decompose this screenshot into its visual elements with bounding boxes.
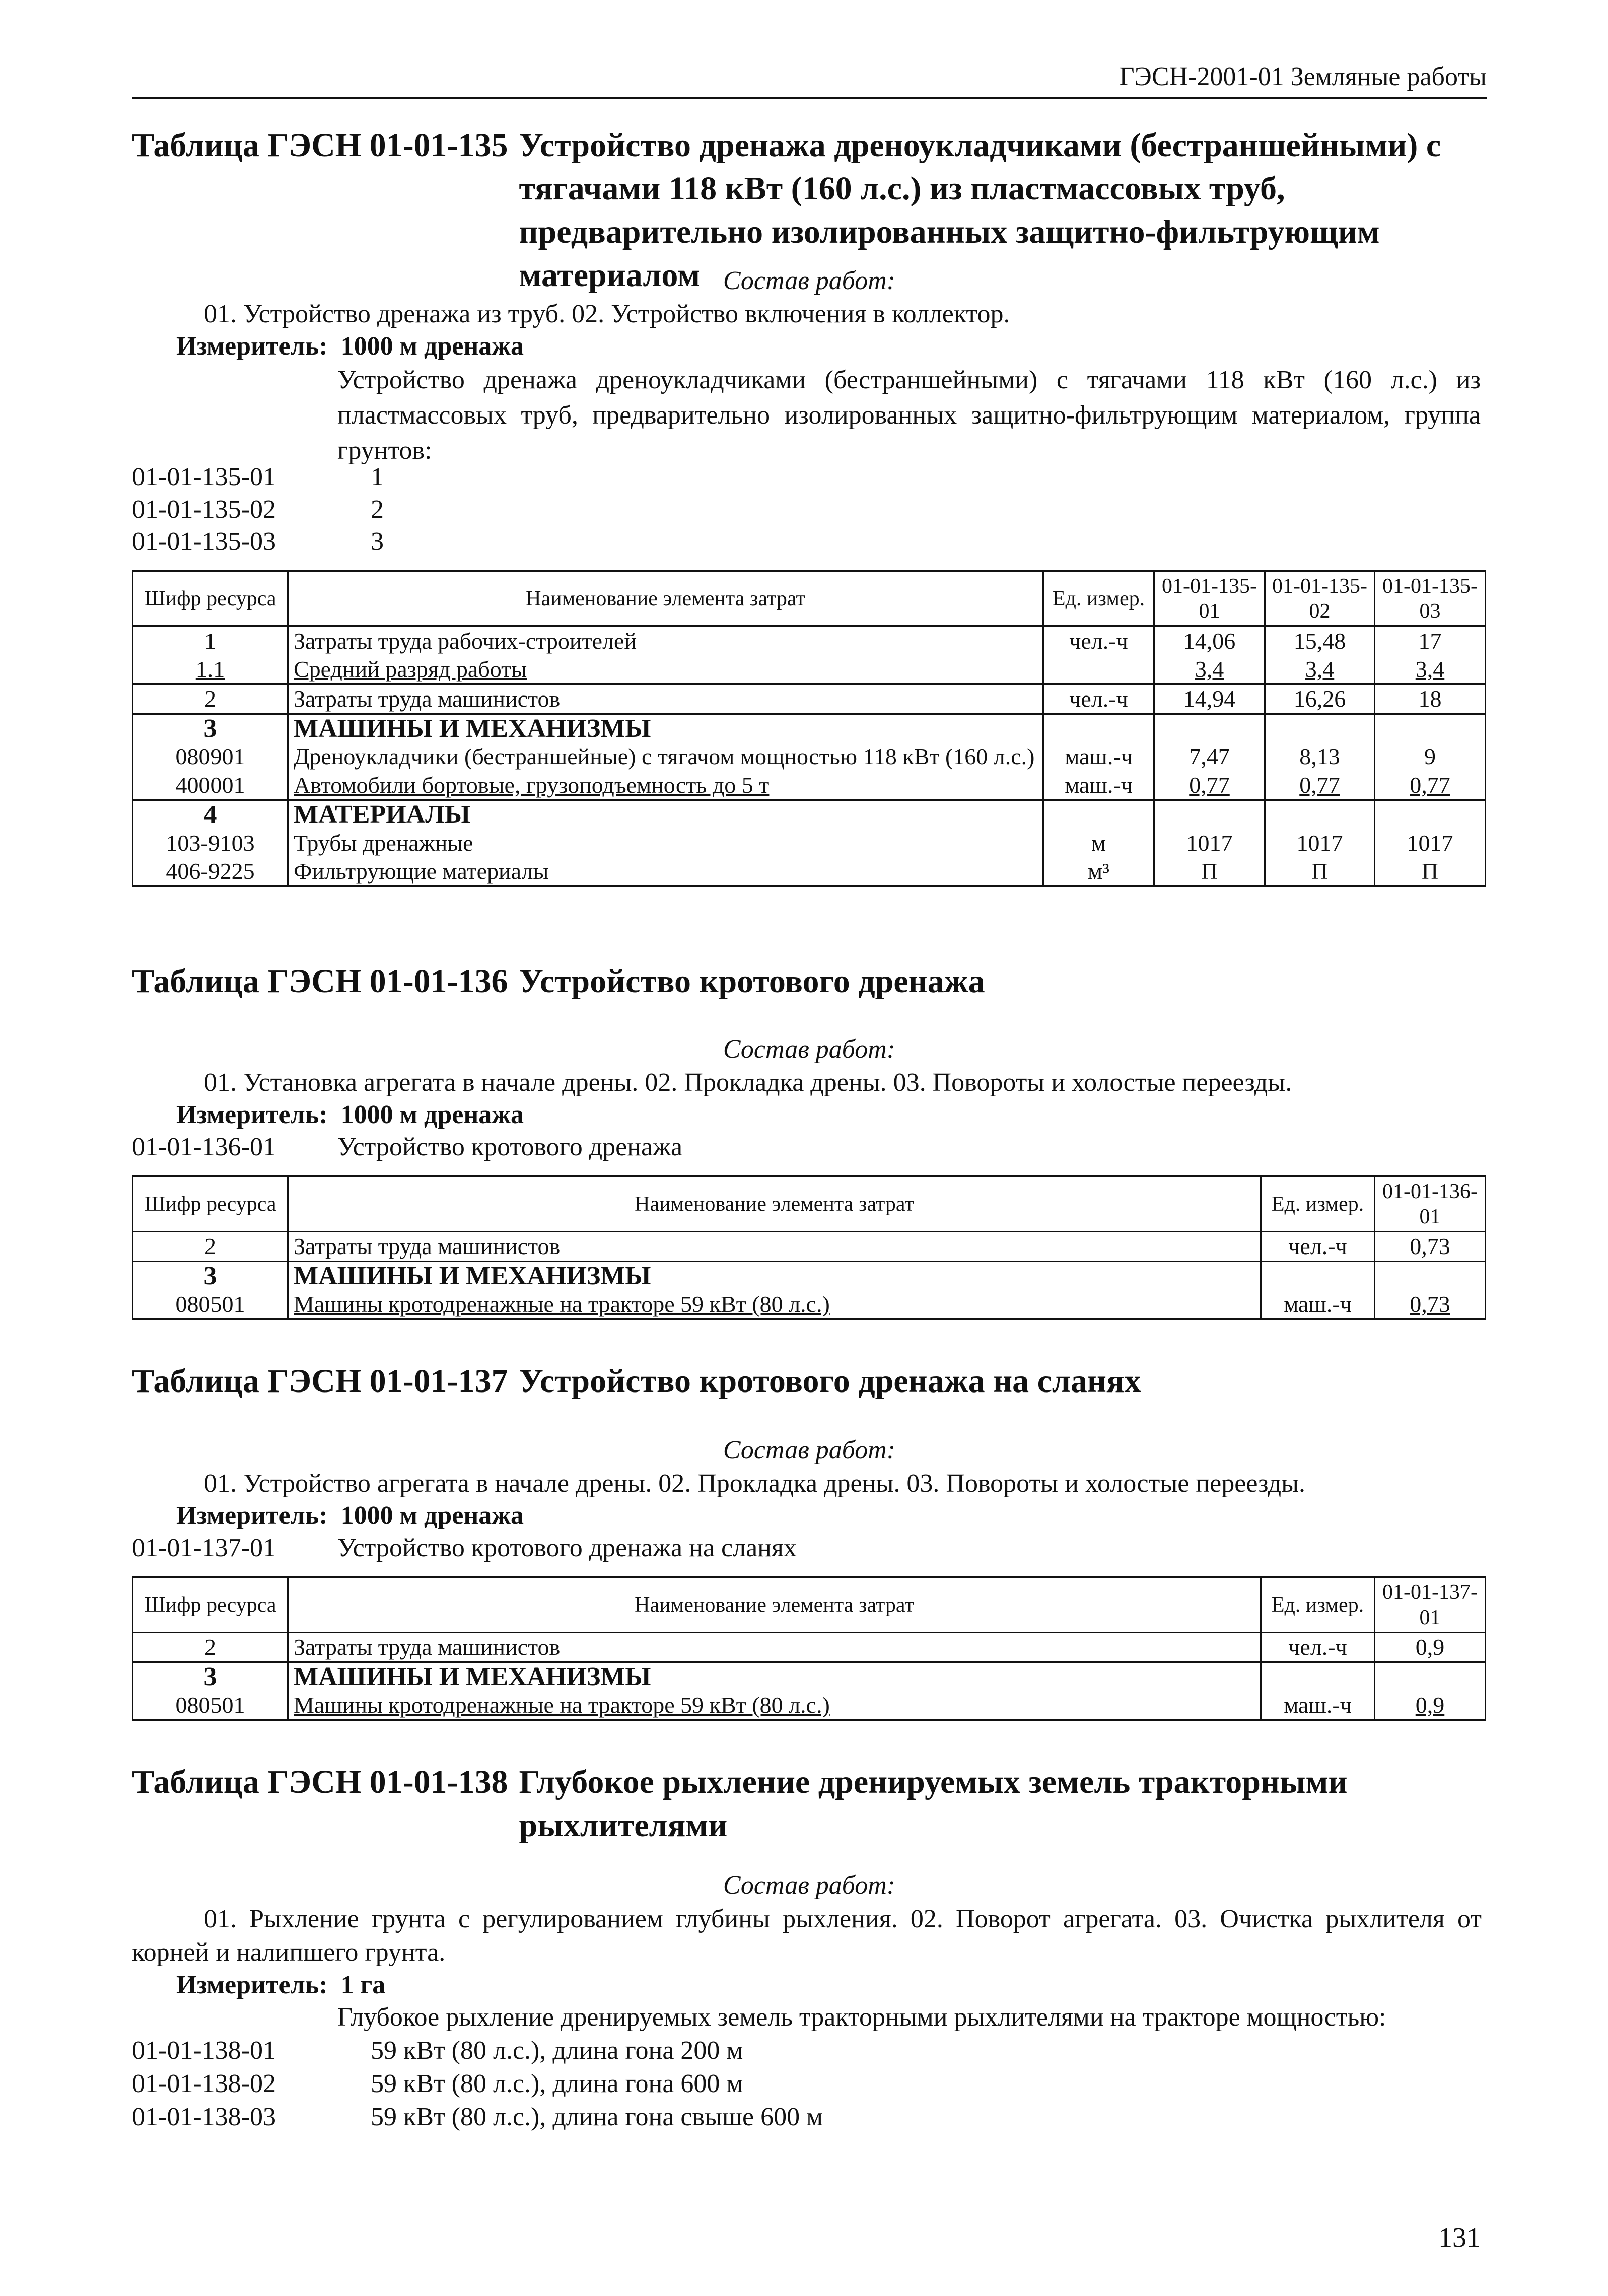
description-135: Устройство дренажа дреноукладчиками (бестраншейными) с тягачами 118 кВт (160 л.с.) из пластмассовых труб, предварительно изолированных защитно-фильтрующим материалом, группа грунтов: <box>337 366 1481 465</box>
measure-label: Измеритель: <box>176 332 328 361</box>
cell-cipher: 080901 <box>133 743 288 771</box>
cell-value: 3,4 <box>1375 655 1486 684</box>
works-caption-136: Состав работ: <box>723 1035 896 1064</box>
cell-value: 0,73 <box>1375 1232 1486 1262</box>
cell-value: П <box>1265 857 1375 886</box>
cell-name: Затраты труда машинистов <box>288 1232 1261 1262</box>
section-heading-135: Устройство дренажа дреноукладчиками (бестраншейными) с тягачами 118 кВт (160 л.с.) из пластмассовых труб, предварительно изолированных защитно-фильтрующим материалом <box>519 127 1441 294</box>
running-header: ГЭСН-2001-01 Земляные работы <box>1119 62 1487 91</box>
works-list-137: 01. Устройство агрегата в начале дрены. 02. Прокладка дрены. 03. Повороты и холостые переезды. <box>204 1469 1306 1498</box>
code-138-01: 01-01-138-01 <box>132 2036 276 2065</box>
measure-value: 1 га <box>340 1971 386 1999</box>
cell-unit: чел.-ч <box>1261 1633 1375 1662</box>
header-col-01: 01-01-135-01 <box>1154 571 1265 627</box>
cell-name: Фильтрующие материалы <box>288 857 1043 886</box>
code-value-138-01: 59 кВт (80 л.с.), длина гона 200 м <box>371 2036 743 2065</box>
table-row <box>133 1232 1486 1262</box>
measure-136 <box>176 1099 524 1131</box>
table-header-row <box>133 1176 1486 1232</box>
description-138: Глубокое рыхление дренируемых земель тракторными рыхлителями на тракторе мощностью: <box>337 2003 1386 2032</box>
code-value-135-01: 1 <box>371 463 384 492</box>
section-heading-138: Глубокое рыхление дренируемых земель тракторными рыхлителями <box>519 1764 1348 1844</box>
cell-unit: м <box>1043 829 1154 857</box>
header-col-01: 01-01-137-01 <box>1375 1577 1486 1633</box>
table-header-row <box>133 571 1486 627</box>
cell-value: 17 <box>1375 627 1486 656</box>
cell-value: 9 <box>1375 743 1486 771</box>
resource-table-135 <box>132 570 1486 887</box>
cell-value: 1017 <box>1265 829 1375 857</box>
measure-value: 1000 м дренажа <box>340 1501 524 1530</box>
cell-value: П <box>1154 857 1265 886</box>
code-value-135-02: 2 <box>371 495 384 524</box>
cell-value <box>1375 1262 1486 1291</box>
cell-cipher: 3 <box>133 1662 288 1692</box>
cell-unit <box>1261 1662 1375 1692</box>
cell-group-name: МАТЕРИАЛЫ <box>288 800 1043 829</box>
cell-unit: чел.-ч <box>1043 684 1154 714</box>
measure-value: 1000 м дренажа <box>340 332 524 361</box>
cell-name: Трубы дренажные <box>288 829 1043 857</box>
code-value-135-03: 3 <box>371 527 384 556</box>
cell-value: 0,9 <box>1375 1633 1486 1662</box>
header-name: Наименование элемента затрат <box>288 571 1043 627</box>
cell-value <box>1154 800 1265 829</box>
table-group-row <box>133 1662 1486 1692</box>
cell-cipher: 1.1 <box>133 655 288 684</box>
table-row <box>133 743 1486 771</box>
header-col-02: 01-01-135-02 <box>1265 571 1375 627</box>
cell-name: Затраты труда машинистов <box>288 684 1043 714</box>
cell-name: Затраты труда рабочих-строителей <box>288 627 1043 656</box>
table-row <box>133 1633 1486 1662</box>
cell-value: 14,06 <box>1154 627 1265 656</box>
cell-value: 0,9 <box>1375 1691 1486 1720</box>
cell-value: 16,26 <box>1265 684 1375 714</box>
cell-value: 8,13 <box>1265 743 1375 771</box>
code-137-01: 01-01-137-01 <box>132 1534 276 1562</box>
cell-group-name: МАШИНЫ И МЕХАНИЗМЫ <box>288 1262 1261 1291</box>
cell-value: 1017 <box>1154 829 1265 857</box>
cell-value: 3,4 <box>1154 655 1265 684</box>
cell-unit: чел.-ч <box>1043 627 1154 656</box>
header-cipher: Шифр ресурса <box>133 1577 288 1633</box>
code-135-01: 01-01-135-01 <box>132 463 276 492</box>
works-list-138: 01. Рыхление грунта с регулированием глубины рыхления. 02. Поворот агрегата. 03. Очистка рыхлителя от корней и налипшего грунта. <box>132 1905 1482 1967</box>
cell-value <box>1265 714 1375 743</box>
cell-name: Затраты труда машинистов <box>288 1633 1261 1662</box>
table-row <box>133 1691 1486 1720</box>
cell-cipher: 2 <box>133 1633 288 1662</box>
measure-label: Измеритель: <box>176 1501 328 1530</box>
cell-cipher: 2 <box>133 684 288 714</box>
measure-value: 1000 м дренажа <box>340 1100 524 1129</box>
cell-group-name: МАШИНЫ И МЕХАНИЗМЫ <box>288 1662 1261 1692</box>
cell-value: 0,77 <box>1265 771 1375 800</box>
resource-table-137 <box>132 1576 1486 1721</box>
cell-value <box>1375 800 1486 829</box>
cell-cipher: 406-9225 <box>133 857 288 886</box>
cell-unit <box>1043 800 1154 829</box>
header-unit: Ед. измер. <box>1261 1577 1375 1633</box>
header-cipher: Шифр ресурса <box>133 1176 288 1232</box>
measure-137 <box>176 1500 524 1532</box>
section-heading-136: Устройство кротового дренажа <box>519 963 985 1000</box>
cell-cipher: 400001 <box>133 771 288 800</box>
works-list-136: 01. Установка агрегата в начале дрены. 02. Прокладка дрены. 03. Повороты и холостые переезды. <box>204 1068 1292 1097</box>
section-title-136 <box>132 960 1482 1003</box>
cell-group-name: МАШИНЫ И МЕХАНИЗМЫ <box>288 714 1043 743</box>
header-col-01: 01-01-136-01 <box>1375 1176 1486 1232</box>
table-row <box>133 655 1486 684</box>
table-row <box>133 1290 1486 1319</box>
table-group-row <box>133 1262 1486 1291</box>
header-rule <box>132 97 1487 99</box>
code-138-02: 01-01-138-02 <box>132 2069 276 2098</box>
section-label-136: Таблица ГЭСН 01-01-136 <box>132 963 508 1000</box>
table-row <box>133 857 1486 886</box>
cell-value <box>1375 714 1486 743</box>
header-unit: Ед. измер. <box>1261 1176 1375 1232</box>
cell-value: 7,47 <box>1154 743 1265 771</box>
section-label-138: Таблица ГЭСН 01-01-138 <box>132 1764 508 1800</box>
section-label-135: Таблица ГЭСН 01-01-135 <box>132 127 508 164</box>
cell-cipher: 3 <box>133 1262 288 1291</box>
table-row <box>133 771 1486 800</box>
cell-value: 3,4 <box>1265 655 1375 684</box>
cell-value: 0,73 <box>1375 1290 1486 1319</box>
cell-unit <box>1043 655 1154 684</box>
code-desc-137-01: Устройство кротового дренажа на сланях <box>337 1534 797 1562</box>
table-row <box>133 684 1486 714</box>
cell-name: Машины кротодренажные на тракторе 59 кВт (80 л.с.) <box>288 1290 1261 1319</box>
works-caption-137: Состав работ: <box>723 1436 896 1465</box>
works-list-135: 01. Устройство дренажа из труб. 02. Устройство включения в коллектор. <box>204 300 1010 328</box>
header-col-03: 01-01-135-03 <box>1375 571 1486 627</box>
header-name: Наименование элемента затрат <box>288 1577 1261 1633</box>
cell-unit: маш.-ч <box>1043 743 1154 771</box>
code-135-03: 01-01-135-03 <box>132 527 276 556</box>
cell-value: 0,77 <box>1154 771 1265 800</box>
code-138-03: 01-01-138-03 <box>132 2103 276 2131</box>
cell-unit: маш.-ч <box>1043 771 1154 800</box>
cell-value: 14,94 <box>1154 684 1265 714</box>
measure-138 <box>176 1969 385 2001</box>
cell-value: П <box>1375 857 1486 886</box>
cell-name: Автомобили бортовые, грузоподъемность до 5 т <box>288 771 1043 800</box>
table-header-row <box>133 1577 1486 1633</box>
cell-unit <box>1043 714 1154 743</box>
page-number: 131 <box>1438 2222 1481 2253</box>
code-value-138-02: 59 кВт (80 л.с.), длина гона 600 м <box>371 2069 743 2098</box>
section-heading-137: Устройство кротового дренажа на сланях <box>519 1363 1141 1400</box>
works-caption-138: Состав работ: <box>723 1871 896 1900</box>
resource-table-136 <box>132 1175 1486 1320</box>
table-row <box>133 627 1486 656</box>
code-desc-136-01: Устройство кротового дренажа <box>337 1133 683 1161</box>
cell-value <box>1375 1662 1486 1692</box>
cell-unit: м³ <box>1043 857 1154 886</box>
cell-cipher: 3 <box>133 714 288 743</box>
section-label-137: Таблица ГЭСН 01-01-137 <box>132 1363 508 1400</box>
table-group-row <box>133 800 1486 829</box>
code-value-138-03: 59 кВт (80 л.с.), длина гона свыше 600 м <box>371 2103 823 2131</box>
cell-cipher: 2 <box>133 1232 288 1262</box>
cell-value <box>1154 714 1265 743</box>
cell-name: Дреноукладчики (бестраншейные) с тягачом мощностью 118 кВт (160 л.с.) <box>288 743 1043 771</box>
cell-value: 0,77 <box>1375 771 1486 800</box>
measure-135 <box>176 330 524 363</box>
code-135-02: 01-01-135-02 <box>132 495 276 524</box>
section-title-137 <box>132 1360 1482 1403</box>
cell-value: 1017 <box>1375 829 1486 857</box>
section-title-138 <box>132 1761 1482 1847</box>
cell-unit: маш.-ч <box>1261 1691 1375 1720</box>
table-row <box>133 829 1486 857</box>
cell-unit <box>1261 1262 1375 1291</box>
header-name: Наименование элемента затрат <box>288 1176 1261 1232</box>
table-group-row <box>133 714 1486 743</box>
cell-cipher: 080501 <box>133 1691 288 1720</box>
cell-cipher: 4 <box>133 800 288 829</box>
header-cipher: Шифр ресурса <box>133 571 288 627</box>
code-136-01: 01-01-136-01 <box>132 1133 276 1161</box>
cell-cipher: 1 <box>133 627 288 656</box>
header-unit: Ед. измер. <box>1043 571 1154 627</box>
cell-name: Средний разряд работы <box>288 655 1043 684</box>
cell-name: Машины кротодренажные на тракторе 59 кВт (80 л.с.) <box>288 1691 1261 1720</box>
cell-value: 18 <box>1375 684 1486 714</box>
cell-unit: маш.-ч <box>1261 1290 1375 1319</box>
cell-cipher: 103-9103 <box>133 829 288 857</box>
cell-cipher: 080501 <box>133 1290 288 1319</box>
cell-value: 15,48 <box>1265 627 1375 656</box>
works-caption-135: Состав работ: <box>723 266 896 295</box>
measure-label: Измеритель: <box>176 1100 328 1129</box>
measure-label: Измеритель: <box>176 1971 328 1999</box>
cell-value <box>1265 800 1375 829</box>
cell-unit: чел.-ч <box>1261 1232 1375 1262</box>
